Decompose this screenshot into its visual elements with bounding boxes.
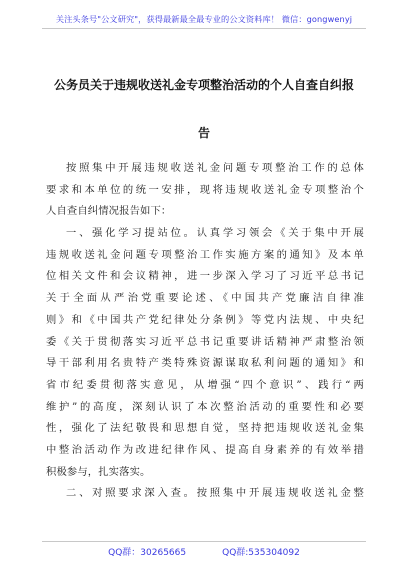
body-line: 按照集中开展违规收送礼金问题专项整治工作的总体 bbox=[66, 162, 364, 174]
body-line: 委《关于贯彻落实习近平总书记重要讲话精神严肃整治领 bbox=[46, 335, 364, 348]
body-line: 维护”的高度，深刻认识了本次整治活动的重要性和必要 bbox=[46, 400, 364, 413]
body-line: 中整治活动作为改进纪律作风、提高自身素养的有效举措 bbox=[46, 443, 364, 456]
body-line: 性，强化了法纪敬畏和思想自觉，坚持把违规收送礼金集 bbox=[46, 422, 364, 435]
document-title-line-1: 公务员关于违规收送礼金专项整治活动的个人自查自纠报 bbox=[53, 78, 354, 92]
header-banner: 关注头条号"公文研究"，获得最新最全最专业的公文资料库！ 微信：gongwenyj bbox=[42, 14, 366, 29]
document-title-line-2: 告 bbox=[197, 126, 210, 140]
body-line: 位相关文件和会议精神，进一步深入学习了习近平总书记 bbox=[46, 270, 364, 283]
body-line: 导干部利用名贵特产类特殊资源谋取私利问题的通知》和 bbox=[46, 357, 364, 370]
body-line: 违规收送礼金问题专项整治工作实施方案的通知》及本单 bbox=[46, 248, 364, 261]
body-line: 一、强化学习提站位。认真学习领会《关于集中开展 bbox=[66, 227, 364, 240]
footer-qq-group-2: QQ群:535304092 bbox=[222, 548, 300, 558]
body-line: 则》和《中国共产党纪律处分条例》等党内法规、中央纪 bbox=[46, 313, 364, 326]
body-line: 积极参与，扎实落实。 bbox=[46, 465, 151, 478]
body-line: 二、对照要求深入查。按照集中开展违规收送礼金整 bbox=[66, 487, 364, 500]
body-line: 要求和本单位的统一安排，现将违规收送礼金专项整治个 bbox=[46, 183, 364, 196]
body-line: 关于全面从严治党重要论述、《中国共产党廉洁自律准 bbox=[46, 292, 364, 305]
footer-contact bbox=[42, 541, 366, 558]
document-body bbox=[46, 158, 364, 505]
body-line: 省市纪委贯彻落实意见，从增强“四个意识”、践行“两 bbox=[46, 378, 364, 391]
body-line: 人自查自纠情况报告如下： bbox=[46, 205, 172, 218]
footer-qq-group-1: QQ群：30265665 bbox=[108, 548, 187, 558]
